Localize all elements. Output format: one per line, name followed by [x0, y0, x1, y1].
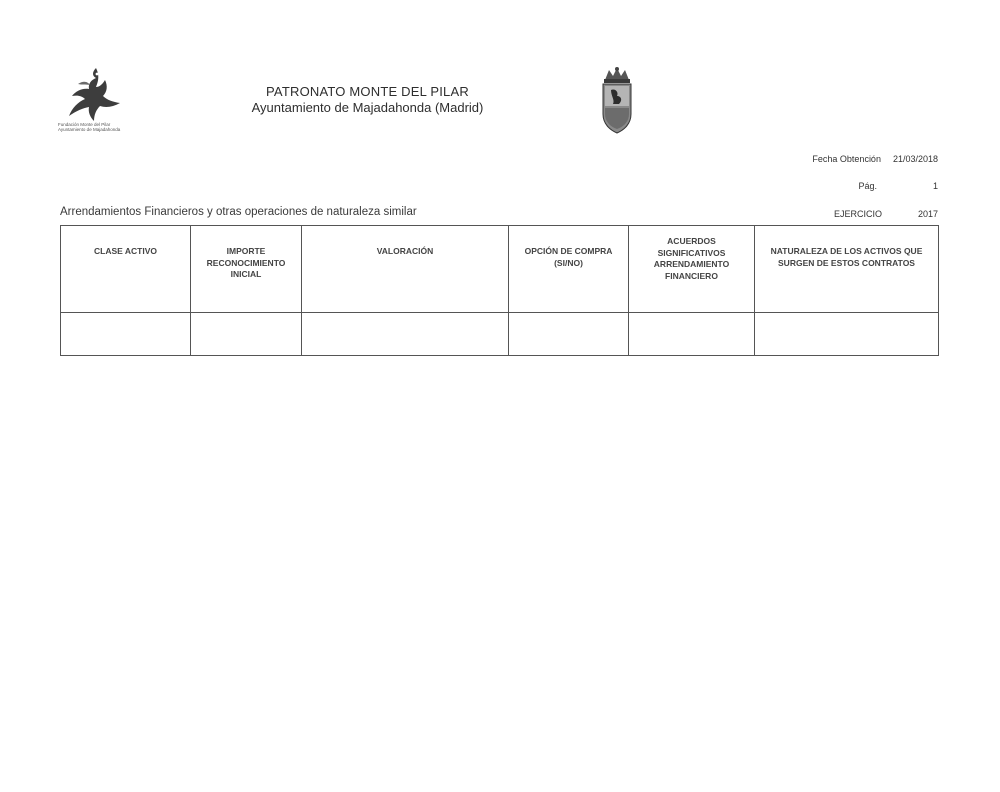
table-cell [509, 313, 629, 356]
pag-value: 1 [932, 181, 938, 191]
fecha-obtencion [812, 154, 938, 164]
org-name: PATRONATO MONTE DEL PILAR [266, 84, 469, 99]
column-header-opcion-compra [509, 226, 629, 313]
column-header-label: NATURALEZA DE LOS ACTIVOS QUE SURGEN DE ESTOS CONTRATOS [770, 246, 923, 268]
municipal-crest [597, 66, 637, 136]
leases-table [60, 225, 939, 356]
table-body [61, 313, 939, 356]
column-header-clase-activo [61, 226, 191, 313]
column-header-importe [191, 226, 302, 313]
column-header-label: ACUERDOS SIGNIFICATIVOS ARRENDAMIENTO FINANCIERO [653, 236, 730, 281]
logo-caption-line: Ayuntamiento de Majadahonda [58, 127, 121, 132]
municipal-crest-icon [597, 66, 637, 136]
table-cell [755, 313, 939, 356]
column-header-valoracion [302, 226, 509, 313]
column-header-label: OPCIÓN DE COMPRA (SI/NO) [524, 246, 613, 268]
column-header-label: CLASE ACTIVO [94, 246, 157, 256]
table-cell [302, 313, 509, 356]
column-header-acuerdos [629, 226, 755, 313]
foundation-logo-caption [58, 122, 134, 132]
page-number [858, 181, 938, 191]
municipality-name: Ayuntamiento de Majadahonda (Madrid) [251, 100, 484, 115]
pag-label: Pág. [858, 181, 877, 191]
column-header-label: IMPORTE RECONOCIMIENTO INICIAL [206, 246, 286, 279]
fecha-label: Fecha Obtención [812, 154, 881, 164]
table-row [61, 313, 939, 356]
table-cell [61, 313, 191, 356]
ejercicio [834, 209, 938, 219]
foundation-logo [58, 66, 134, 136]
fecha-value: 21/03/2018 [892, 154, 938, 164]
table-cell [629, 313, 755, 356]
table-header-row [61, 226, 939, 313]
ejercicio-label: EJERCICIO [833, 209, 882, 219]
column-header-naturaleza [755, 226, 939, 313]
ejercicio-value: 2017 [917, 209, 938, 219]
bird-logo-icon [58, 66, 124, 124]
document-header [240, 84, 495, 115]
table-cell [191, 313, 302, 356]
report-title: Arrendamientos Financieros y otras operaciones de naturaleza similar [60, 206, 417, 218]
table-header [61, 226, 939, 313]
column-header-label: VALORACIÓN [376, 246, 434, 256]
logo-caption-line: Fundación Monte del Pilar [58, 122, 111, 127]
